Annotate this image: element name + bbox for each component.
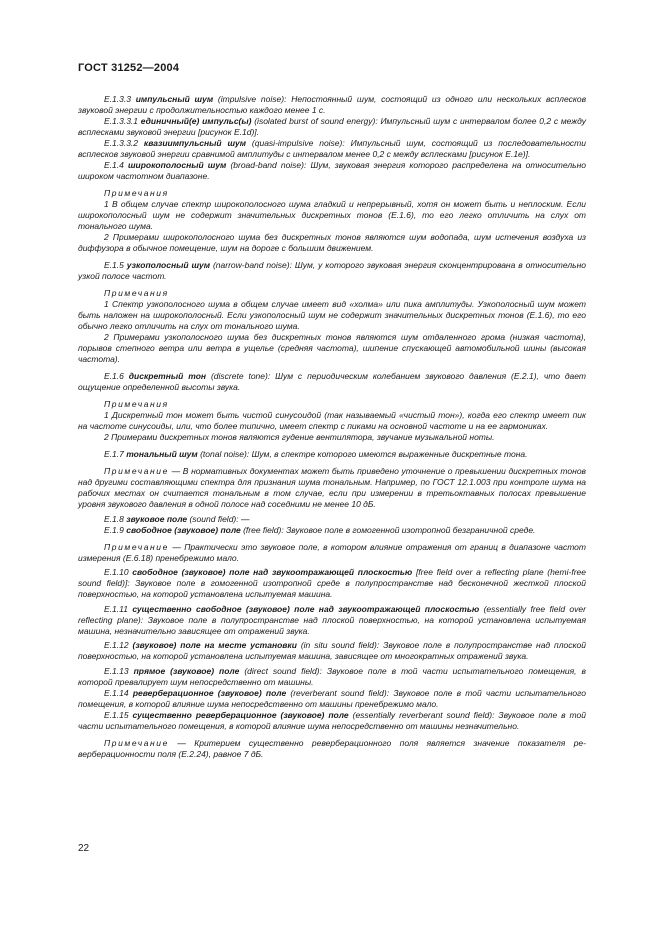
term: реверберационное (звуковое) поле [132,687,287,698]
definition-e1-13 [78,666,586,688]
definition-e1-12 [78,640,586,662]
note-item: 1 В общем случае спектр широкополосного шума гладкий и непрерывный, хотя он может быть и неплоским. Если широкополосный шум не содержит значительных дискретных тонов (Е.1.6), то его легко отличить на слух от тонального шума. [78,199,586,231]
term: (звуковое) поле на месте установки [132,640,297,650]
definition-text: (essentially reverberant sound field): Звуковое поле в той части испытательного помещения, в которой влияние шума непосредственно от машины незначительно. [78,709,586,731]
definition-text: (tonal noise): Шум, в спектре которого имеются выраженные дискретные тона. [197,449,528,459]
note-text: — Практически это звуковое поле, в котором влияние отражения от границ в диапазоне частот измерения (Е.6.18) пренебрежимо мало. [78,541,586,563]
definition-e1-10 [78,567,586,600]
definition-text: (narrow-band noise): Шум, у которого звуковая энергия сконцентрирована в относительно узкой полосе частот. [78,260,586,281]
note-item: 2 Примерами широкополосного шума без дискретных тонов являются шум водопада, шум истечения воздуха из диффузора в обычное помещение, шум на дороге с большим движением. [78,232,586,253]
clause-number: Е.1.8 [104,513,124,524]
note-label: Примечание [104,737,169,748]
notes-heading: Примечания [104,188,169,198]
definition-text: (isolated burst of sound energy): Импульсный шум с интервалом более 0,2 с между всплесками звуковой энергии [рисунок Е.1d)]. [78,116,586,137]
definition-e1-8 [78,514,586,525]
definition-e1-4 [78,160,586,182]
note-paragraph [78,738,586,760]
clause-number: Е.1.3.3.2 [104,138,139,148]
definition-e1-15 [78,710,586,732]
term: звуковое поле [126,513,188,524]
clause-number: Е.1.5 [104,260,124,270]
definition-e1-6 [78,371,586,393]
page-number: 22 [78,843,90,854]
clause-number: Е.1.10 [104,567,129,577]
definition-text: (sound field): — [187,513,250,524]
note-item: 1 Дискретный тон может быть чистой синусоидой (так называемый «чистый тон»), когда его спектр имеет пик на частоте синусоиды, или, что более типично, имеет спектр с пиками на основной частоте и на ее гармониках. [78,410,586,431]
definition-e1-3-3-2 [78,138,586,160]
clause-number: Е.1.3.3 [104,94,131,104]
note-text: — В нормативных документах может быть приведено уточнение о превышении дискретных тонов над другими составляющими спектра для признания шума тональным. Например, по ГОСТ 12.1.003 при контроле шума на рабочих местах он считается тональным в том случае, если при измерении в третьоктавных полосах превышение уровня звукового давления в одной полосе над соседними не менее 10 дБ. [78,466,586,509]
document-body [78,94,586,763]
definition-text: (free field): Звуковое поле в гомогенной изотропной безграничной среде. [240,524,536,535]
note-label: Примечание [104,466,169,476]
term: узкополосный шум [126,260,211,270]
definition-e1-5 [78,260,586,282]
clause-number: Е.1.9 [104,524,124,535]
clause-number: Е.1.11 [104,603,128,614]
clause-number: Е.1.14 [104,687,129,698]
definition-e1-7 [78,449,586,460]
note-item: 2 Примерами узкополосного шума без дискретных тонов являются шум отдаленного грома (низкая частота), порывов степного ветра или ветра в ущелье (средняя частота), шипение спускающей автомобильной шины (высокая частота). [78,332,586,364]
term: свободное (звуковое) поле над звукоотражающей плоскостью [132,567,413,577]
clause-number: Е.1.12 [104,640,129,650]
definition-text: [free field over a reflecting plane (hemi-free sound field)]: Звуковое поле в гомогенной изотропной среде в полупространстве над бесконечной жесткой плоской поверхностью, на которой установлена испытуемая машина. [78,567,586,599]
definition-text: (in situ sound field): Звуковое поле в полупространстве над плоской поверхностью, на которой установлена испытуемая машина, зависящее от многократных отражений звука. [78,640,586,661]
term: импульсный шум [135,94,214,104]
term: единичный(е) импульс(ы) [140,116,252,126]
term: широкополосный шум [127,160,227,170]
definition-e1-14 [78,688,586,710]
term: тональный шум [126,449,198,459]
term: свободное (звуковое) поле [126,524,241,535]
term: прямое (звуковое) поле [133,665,240,676]
definition-text: (broad-band noise): Шум, звуковая энергия которого распределена на относительно широком частотном диапазоне. [78,160,586,181]
definition-text: (essentially free field over reflecting plane): Звуковое поле в полупространстве над плоской поверхностью, на которой установлена испытуемая машина, незначительно зависящее от отражений звука. [78,603,586,636]
clause-number: Е.1.4 [104,160,124,170]
note-label: Примечание [104,541,169,552]
definition-e1-3-3 [78,94,586,116]
notes-heading: Примечания [104,399,169,409]
term: существенно свободное (звуковое) поле над звукоотражающей плоскостью [132,603,480,614]
note-item: 2 Примерами дискретных тонов являются гудение вентилятора, звучание музыкальной ноты. [104,432,495,442]
definition-text: (reverberant sound field): Звуковое поле в той части испытательного помещения, в которой влияние шума непосредственно от машины пренебрежимо мало. [78,687,586,709]
note-item: 1 Спектр узкополосного шума в общем случае имеет вид «холма» или пика амплитуды. Узкополосный шум может быть наложен на широкополосный. Если узкополосный шум не содержит значительных дискретных тонов (Е.1.6), то его обычно легко отличить на слух от тонального шума. [78,299,586,331]
note-text: — Критерием существенно реверберационного поля является значение показателя реверберационности поля (Е.2.24), равное 7 дБ. [78,737,586,759]
clause-number: Е.1.13 [104,665,129,676]
clause-number: Е.1.7 [104,449,124,459]
definition-text: (impulsive noise): Непостоянный шум, состоящий из одного или нескольких всплесков звуковой энергии с продолжительностью каждого менее 1 с. [78,94,587,115]
term: существенно реверберационное (звуковое) поле [132,709,349,720]
definition-e1-3-3-1 [78,116,586,138]
notes-heading: Примечания [104,288,169,298]
definition-e1-9 [78,525,586,536]
term: квазиимпульсный шум [143,138,247,148]
note-paragraph [78,466,586,510]
document-header: ГОСТ 31252—2004 [78,62,180,74]
clause-number: Е.1.3.3.1 [104,116,139,126]
definition-text: (quasi-impulsive noise): Импульсный шум, состоящий из последовательности всплесков звуковой энергии сравнимой амплитуды с интервалом менее 0,2 с между всплесками [рисунок Е.1е)]. [78,138,586,159]
clause-number: Е.1.15 [104,709,129,720]
definition-e1-11 [78,604,586,637]
term: дискретный тон [128,371,207,381]
definition-text: (discrete tone): Шум с периодическим колебанием звукового давления (Е.2.1), что дает ощущение определенной высоты звука. [78,371,586,392]
clause-number: Е.1.6 [104,371,124,381]
note-paragraph [78,542,586,564]
definition-text: (direct sound field): Звуковое поле в той части испытательного помещения, в которой превалирует шум непосредственно от машины. [78,665,586,687]
